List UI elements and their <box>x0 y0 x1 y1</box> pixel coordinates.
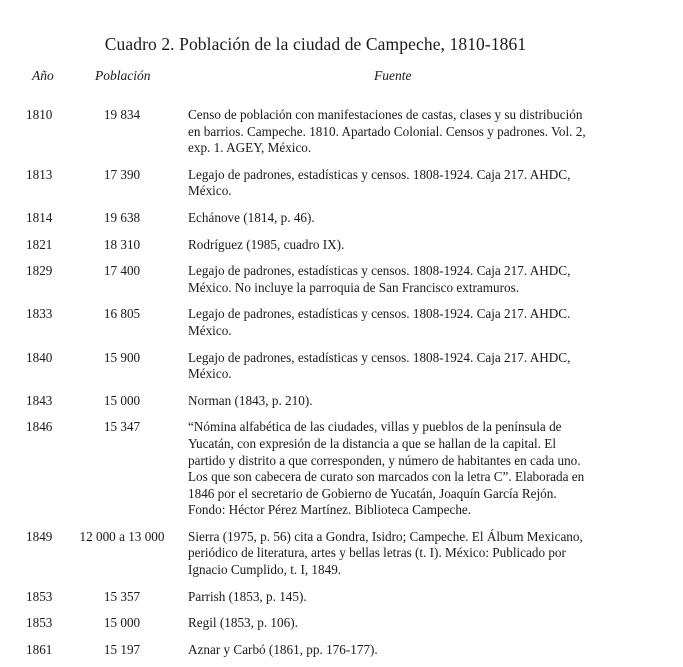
row-population: 15 000 <box>103 392 141 408</box>
row-year: 1861 <box>26 641 53 657</box>
source-line: Norman (1843, p. 210). <box>188 392 313 408</box>
source-line: Parrish (1853, p. 145). <box>188 588 307 604</box>
table-row <box>0 615 683 632</box>
table-row <box>0 642 683 659</box>
table-row <box>0 306 683 339</box>
row-year: 1853 <box>26 588 53 604</box>
row-source <box>188 393 618 410</box>
row-year: 1853 <box>26 615 53 631</box>
source-line: periódico de literatura, artes y bellas letras (t. I). México: Publicado por <box>188 545 566 561</box>
row-population: 15 357 <box>103 588 141 604</box>
source-line: Legajo de padrones, estadísticas y censos. 1808-1924. Caja 217. AHDC, <box>188 166 571 182</box>
source-line: exp. 1. AGEY, México. <box>188 140 312 156</box>
row-year: 1829 <box>26 263 53 279</box>
row-source <box>188 419 618 519</box>
row-population: 15 197 <box>103 641 141 657</box>
table-row <box>0 393 683 410</box>
row-population: 15 900 <box>103 349 141 365</box>
source-line: México. No incluye la parroquia de San Francisco extramuros. <box>188 279 520 295</box>
row-source <box>188 350 618 383</box>
source-line: Los que son cabecera de curato son marcados con la letra C”. Elaborada en <box>188 469 585 485</box>
table-row <box>0 589 683 606</box>
row-source <box>188 210 618 227</box>
table-row <box>0 263 683 296</box>
source-line: “Nómina alfabética de las ciudades, villas y pueblos de la península de <box>188 419 562 435</box>
table-row <box>0 237 683 254</box>
source-line: en barrios. Campeche. 1810. Apartado Colonial. Censos y padrones. Vol. 2, <box>188 123 586 139</box>
source-line: Sierra (1975, p. 56) cita a Gondra, Isidro; Campeche. El Álbum Mexicano, <box>188 528 583 544</box>
row-year: 1849 <box>26 528 53 544</box>
source-line: Aznar y Carbó (1861, pp. 176-177). <box>188 641 378 657</box>
row-year: 1843 <box>26 392 53 408</box>
source-line: Legajo de padrones, estadísticas y censos. 1808-1924. Caja 217. AHDC, <box>188 263 571 279</box>
table-row <box>0 529 683 579</box>
row-year: 1810 <box>26 107 53 122</box>
row-population: 19 638 <box>103 209 141 225</box>
column-header-population: Población <box>95 68 151 83</box>
source-line: Ignacio Cumplido, t. I, 1849. <box>188 562 342 578</box>
row-population: 16 805 <box>103 306 141 322</box>
source-line: Echánove (1814, p. 46). <box>188 209 315 225</box>
column-header-year: Año <box>32 68 54 83</box>
source-line: Fondo: Héctor Pérez Martínez. Biblioteca Campeche. <box>188 502 472 518</box>
row-population: 17 390 <box>103 166 141 182</box>
row-year: 1821 <box>26 236 53 252</box>
row-source <box>188 615 618 632</box>
row-source <box>188 306 618 339</box>
row-population: 15 000 <box>103 615 141 631</box>
table-row <box>0 210 683 227</box>
row-population: 12 000 a 13 000 <box>79 528 165 544</box>
source-line: 1846 por el secretario de Gobierno de Yucatán, Joaquín García Rejón. <box>188 485 557 501</box>
source-line: Rodríguez (1985, cuadro IX). <box>188 236 345 252</box>
row-source <box>188 167 618 200</box>
table-row <box>0 419 683 519</box>
source-line: Regil (1853, p. 106). <box>188 615 298 631</box>
row-source <box>188 642 618 659</box>
row-year: 1840 <box>26 349 53 365</box>
row-population: 15 347 <box>103 419 141 435</box>
row-year: 1846 <box>26 419 53 435</box>
row-year: 1814 <box>26 209 53 225</box>
row-source <box>188 107 618 157</box>
row-year: 1833 <box>26 306 53 322</box>
table-row <box>0 350 683 383</box>
source-line: México. <box>188 183 232 199</box>
row-source <box>188 237 618 254</box>
source-line: México. <box>188 366 232 382</box>
table-row <box>0 107 683 157</box>
source-line: Yucatán, con expresión de la distancia a que se hallan de la capital. El <box>188 435 556 451</box>
source-line: partido y distrito a que corresponden, y número de habitantes en cada uno. <box>188 452 581 468</box>
row-source <box>188 263 618 296</box>
source-line: Censo de población con manifestaciones de castas, clases y su distribución <box>188 107 583 122</box>
row-source <box>188 529 618 579</box>
table-body <box>0 107 683 658</box>
row-population: 18 310 <box>103 236 141 252</box>
row-year: 1813 <box>26 166 53 182</box>
row-population: 17 400 <box>103 263 141 279</box>
source-line: México. <box>188 322 232 338</box>
table-row <box>0 167 683 200</box>
row-source <box>188 589 618 606</box>
row-population: 19 834 <box>103 107 141 122</box>
source-line: Legajo de padrones, estadísticas y censos. 1808-1924. Caja 217. AHDC. <box>188 306 571 322</box>
table-title: Cuadro 2. Población de la ciudad de Campeche, 1810-1861 <box>104 34 527 54</box>
column-header-source: Fuente <box>374 68 412 83</box>
source-line: Legajo de padrones, estadísticas y censos. 1808-1924. Caja 217. AHDC, <box>188 349 571 365</box>
